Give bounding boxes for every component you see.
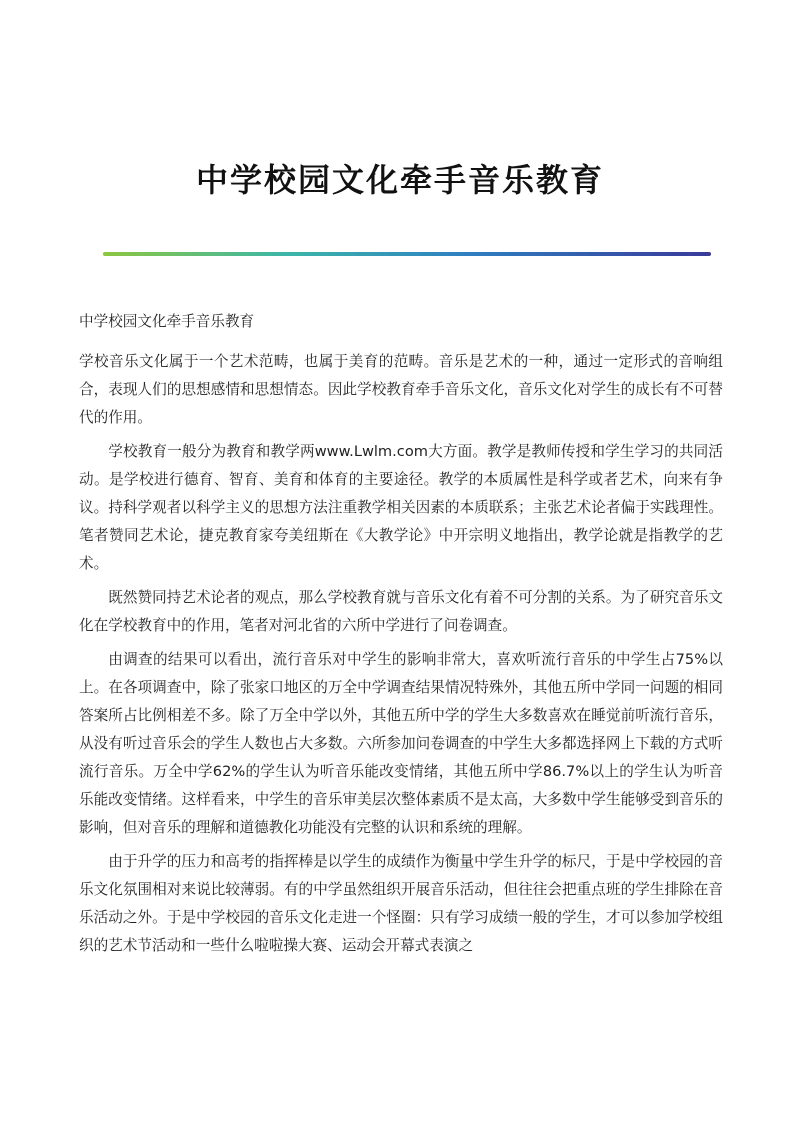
document-body [79,308,723,966]
paragraph: 由调查的结果可以看出，流行音乐对中学生的影响非常大，喜欢听流行音乐的中学生占75%以上。在各项调查中，除了张家口地区的万全中学调查结果情况特殊外，其他五所中学同一问题的相同答案所占比例相差不多。除了万全中学以外，其他五所中学的学生大多数喜欢在睡觉前听流行音乐，从没有听过音乐会的学生人数也占大多数。六所参加问卷调查的中学生大多都选择网上下载的方式听流行音乐。万全中学62%的学生认为听音乐能改变情绪，其他五所中学86.7%以上的学生认为听音乐能改变情绪。这样看来，中学生的音乐审美层次整体素质不是太高，大多数中学生能够受到音乐的影响，但对音乐的理解和道德教化功能没有完整的认识和系统的理解。 [79,651,723,836]
title-divider [103,252,711,256]
document-subtitle: 中学校园文化牵手音乐教育 [79,313,255,330]
paragraph: 学校音乐文化属于一个艺术范畴，也属于美育的范畴。音乐是艺术的一种，通过一定形式的音响组合，表现人们的思想感情和思想情态。因此学校教育牵手音乐文化，音乐文化对学生的成长有不可替代的作用。 [79,353,723,426]
paragraph: 学校教育一般分为教育和教学两www.Lwlm.com大方面。教学是教师传授和学生学习的共同活动。是学校进行德育、智育、美育和体育的主要途径。教学的本质属性是科学或者艺术，向来有争议。持科学观者以科学主义的思想方法注重教学相关因素的本质联系；主张艺术论者偏于实践理性。笔者赞同艺术论，捷克教育家夸美纽斯在《大教学论》中开宗明义地指出，教学论就是指教学的艺术。 [79,443,723,572]
document-title: 中学校园文化牵手音乐教育 [195,161,604,199]
paragraph: 既然赞同持艺术论者的观点，那么学校教育就与音乐文化有着不可分割的关系。为了研究音乐文化在学校教育中的作用，笔者对河北省的六所中学进行了问卷调查。 [79,589,723,634]
paragraph: 由于升学的压力和高考的指挥棒是以学生的成绩作为衡量中学生升学的标尺，于是中学校园的音乐文化氛围相对来说比较薄弱。有的中学虽然组织开展音乐活动，但往往会把重点班的学生排除在音乐活动之外。于是中学校园的音乐文化走进一个怪圈：只有学习成绩一般的学生，才可以参加学校组织的艺术节活动和一些什么啦啦操大赛、运动会开幕式表演之 [79,853,723,954]
